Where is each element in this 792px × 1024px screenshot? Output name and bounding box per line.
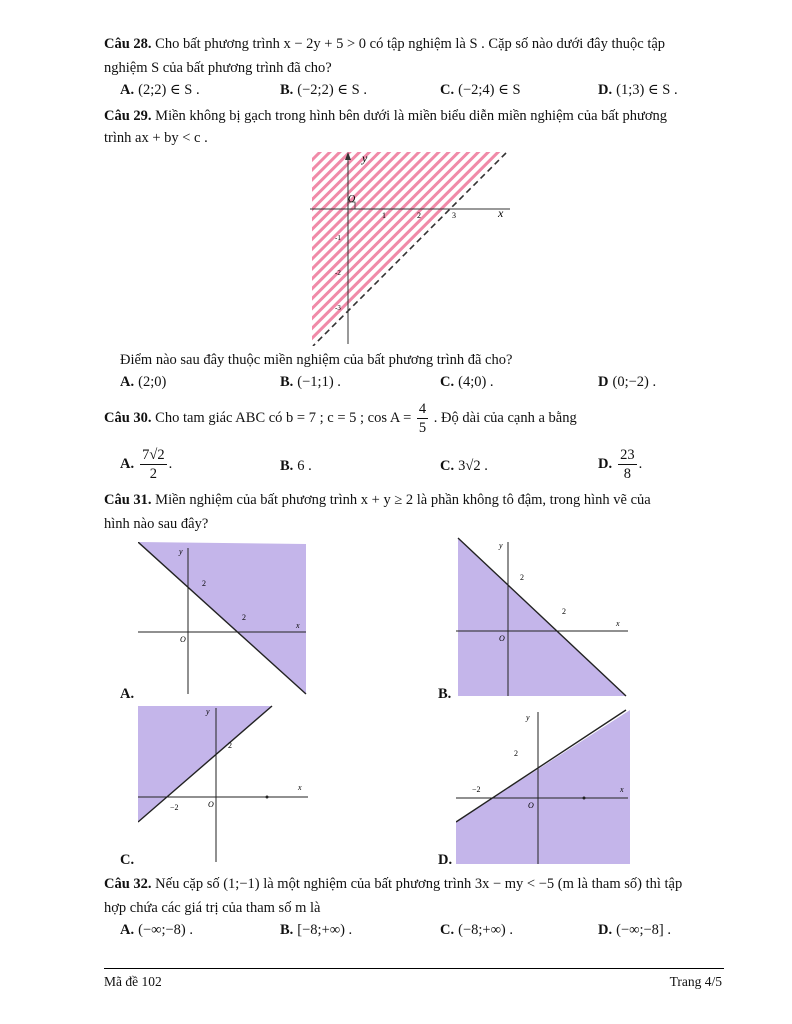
- q31-figure-d-letter: D.: [438, 852, 453, 868]
- q31-text1: Miền nghiệm của bất phương trình x + y ≥ 2 là phần không tô đậm, trong hình vẽ của: [155, 492, 651, 508]
- q30-line: [104, 400, 577, 437]
- q30-option-d: D. $\frac{23}{8}$ .: [598, 447, 643, 482]
- q31-figure-b: [456, 536, 630, 698]
- q32-option-a: A. (−∞;−8) .: [120, 922, 193, 938]
- figa-x-label: x: [296, 621, 300, 630]
- q29-option-a: A. (2;0): [120, 374, 167, 390]
- q31-figure-c: [138, 704, 310, 864]
- footer-exam-code: Mã đề 102: [104, 974, 162, 989]
- q29-x-label: x: [498, 206, 504, 220]
- q31-figure-a-letter: A.: [120, 686, 135, 702]
- q31-figure-d: [456, 708, 632, 868]
- footer-page-number: Trang 4/5: [669, 974, 722, 989]
- q29-option-b: B. (−1;1) .: [280, 374, 341, 390]
- footer-rule: [104, 968, 724, 969]
- q32-line2: hợp chứa các giá trị của tham số m là: [104, 900, 321, 916]
- q28-option-d: D. (1;3) ∈ S .: [598, 82, 678, 98]
- q29-tick-1: 1: [382, 211, 386, 220]
- q28-option-b: B. (−2;2) ∈ S .: [280, 82, 367, 98]
- q29-tick-3: 3: [452, 211, 456, 220]
- q31-line2: hình nào sau đây?: [104, 516, 209, 532]
- q30-option-c: C. 3√2 .: [440, 458, 488, 474]
- q32-option-d: D. (−∞;−8] .: [598, 922, 671, 938]
- q29-tick-2: 2: [417, 211, 421, 220]
- q29-option-d: D (0;−2) .: [598, 374, 657, 390]
- figb-tick-x2: 2: [562, 607, 566, 616]
- q32-label: Câu 32.: [104, 876, 152, 892]
- q28-line2: nghiệm S của bất phương trình đã cho?: [104, 60, 332, 76]
- figd-x-label: x: [620, 785, 624, 794]
- q30-text-after: . Độ dài của cạnh a bằng: [433, 409, 577, 426]
- figd-origin: O: [528, 801, 534, 810]
- q29-line2: trình ax + by < c .: [104, 130, 208, 146]
- q29-origin-label: O: [348, 194, 356, 205]
- q28-text1: Cho bất phương trình x − 2y + 5 > 0 có tập nghiệm là S . Cặp số nào dưới đây thuộc tập: [155, 36, 666, 52]
- figa-tick-x2: 2: [242, 613, 246, 622]
- q32-line1: [104, 876, 682, 893]
- figb-x-label: x: [616, 619, 620, 628]
- figc-x-label: x: [298, 783, 302, 792]
- figc-y-label: y: [206, 707, 210, 716]
- q30-option-b: B. 6 .: [280, 458, 312, 474]
- q30-text-before: Cho tam giác ABC có b = 7 ; c = 5 ; cos A =: [155, 409, 412, 426]
- q29-tick-m1: -1: [335, 234, 341, 242]
- figc-tick-y2: 2: [228, 741, 232, 750]
- q28-option-c: C. (−2;4) ∈ S: [440, 82, 521, 98]
- q29-text1: Miền không bị gạch trong hình bên dưới là miền biểu diễn miền nghiệm của bất phương: [155, 108, 668, 124]
- q28-line1: [104, 36, 665, 53]
- q29-tick-m3: -3: [335, 304, 341, 312]
- q31-figure-a: [138, 542, 308, 696]
- q31-line1: [104, 492, 651, 509]
- figc-point: [266, 796, 269, 799]
- q29-graph: [310, 150, 520, 346]
- figd-y-label: y: [526, 713, 530, 722]
- figd-shaded-region: [456, 710, 630, 864]
- figa-y-label: y: [179, 547, 183, 556]
- figd-point: [583, 797, 586, 800]
- q29-label: Câu 29.: [104, 108, 152, 124]
- q29-y-label: y: [362, 151, 368, 165]
- q31-figure-c-letter: C.: [120, 852, 135, 868]
- figb-tick-y2: 2: [520, 573, 524, 582]
- figd-tick-y2: 2: [514, 749, 518, 758]
- figb-y-label: y: [499, 541, 503, 550]
- q29-line1: [104, 108, 667, 125]
- q30-option-a: A. $\frac{7√2}{2}$ .: [120, 447, 173, 482]
- q31-figure-b-letter: B.: [438, 686, 452, 702]
- figa-tick-y2: 2: [202, 579, 206, 588]
- figc-tick-xm2: −2: [170, 803, 179, 812]
- q28-label: Câu 28.: [104, 36, 152, 52]
- q32-text1: Nếu cặp số (1;−1) là một nghiệm của bất phương trình 3x − my < −5 (m là tham số) thì tập: [155, 876, 683, 892]
- figd-tick-xm2: −2: [472, 785, 481, 794]
- q29-tick-m2: -2: [335, 269, 341, 277]
- q28-option-a: A. (2;2) ∈ S .: [120, 82, 200, 98]
- q32-option-b: B. [−8;+∞) .: [280, 922, 353, 938]
- q29-prompt: Điểm nào sau đây thuộc miền nghiệm của bất phương trình đã cho?: [120, 352, 513, 368]
- q29-option-c: C. (4;0) .: [440, 374, 494, 390]
- q32-option-c: C. (−8;+∞) .: [440, 922, 513, 938]
- q31-label: Câu 31.: [104, 492, 152, 508]
- figa-origin: O: [180, 635, 186, 644]
- figb-origin: O: [499, 634, 505, 643]
- figc-origin: O: [208, 800, 214, 809]
- q30-label: Câu 30.: [104, 409, 152, 426]
- q30-cos-fraction: $\frac{4}{5}$: [418, 401, 427, 436]
